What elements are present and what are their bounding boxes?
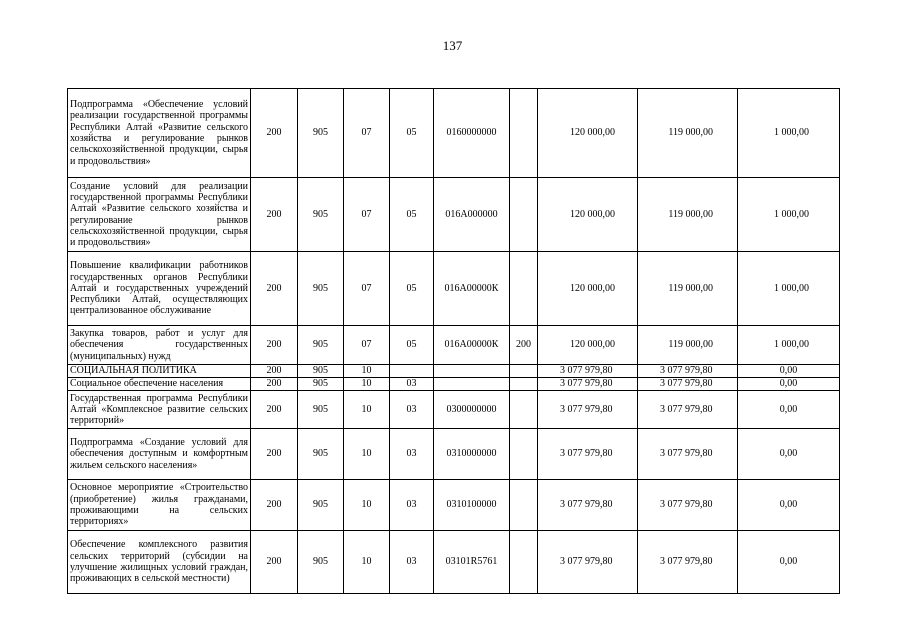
cell-amount: 3 077 979,80 [538, 391, 638, 429]
row-name: Подпрограмма «Обеспечение условий реализации государственной программы Республики Алтай «Развитие сельского хозяйства и регулирование рынков сельскохозяйственной продукции, сырья и продовольствия» [68, 89, 251, 178]
cell-code: 03 [390, 429, 434, 480]
cell-amount: 3 077 979,80 [538, 480, 638, 531]
cell-amount: 3 077 979,80 [638, 391, 738, 429]
cell-code: 905 [298, 531, 344, 594]
cell-amount: 3 077 979,80 [638, 531, 738, 594]
cell-amount: 119 000,00 [638, 89, 738, 178]
cell-code: 07 [344, 89, 390, 178]
cell-code: 200 [251, 326, 298, 365]
cell-amount: 1 000,00 [738, 252, 840, 326]
cell-code: 905 [298, 178, 344, 252]
budget-table [67, 88, 840, 594]
cell-code: 200 [251, 89, 298, 178]
cell-code: 07 [344, 178, 390, 252]
cell-amount: 3 077 979,80 [638, 378, 738, 391]
cell-code: 200 [251, 365, 298, 378]
page-number: 137 [442, 38, 463, 53]
cell-code: 07 [344, 252, 390, 326]
table-row [68, 365, 840, 378]
cell-amount: 0,00 [738, 429, 840, 480]
cell-code [510, 378, 538, 391]
cell-amount: 1 000,00 [738, 89, 840, 178]
cell-amount: 0,00 [738, 365, 840, 378]
cell-amount: 120 000,00 [538, 178, 638, 252]
table-row [68, 480, 840, 531]
cell-code: 905 [298, 480, 344, 531]
table-row [68, 252, 840, 326]
cell-code [510, 480, 538, 531]
cell-code [510, 178, 538, 252]
cell-code: 10 [344, 378, 390, 391]
cell-code: 016А000000 [434, 178, 510, 252]
cell-code: 03101R5761 [434, 531, 510, 594]
table-row [68, 326, 840, 365]
table-row [68, 89, 840, 178]
cell-amount: 0,00 [738, 531, 840, 594]
cell-code: 05 [390, 326, 434, 365]
cell-code: 016А00000К [434, 252, 510, 326]
cell-amount: 120 000,00 [538, 326, 638, 365]
cell-code: 0310100000 [434, 480, 510, 531]
cell-code: 905 [298, 89, 344, 178]
cell-amount: 3 077 979,80 [638, 365, 738, 378]
cell-code: 07 [344, 326, 390, 365]
cell-code [510, 252, 538, 326]
cell-code: 905 [298, 252, 344, 326]
cell-code: 200 [251, 429, 298, 480]
cell-code: 905 [298, 429, 344, 480]
row-name: Подпрограмма «Создание условий для обеспечения доступным и комфортным жильем сельского населения» [68, 429, 251, 480]
cell-code [510, 429, 538, 480]
cell-code: 03 [390, 480, 434, 531]
cell-code: 10 [344, 531, 390, 594]
row-name: Обеспечение комплексного развития сельских территорий (субсидии на улучшение жилищных условий граждан, проживающих в сельской местности) [68, 531, 251, 594]
cell-code: 05 [390, 178, 434, 252]
cell-amount: 3 077 979,80 [638, 480, 738, 531]
row-name: Создание условий для реализации государственной программы Республики Алтай «Развитие сельского хозяйства и регулирование рынков сельскохозяйственной продукции, сырья и продовольствия» [68, 178, 251, 252]
cell-code: 0160000000 [434, 89, 510, 178]
cell-code: 200 [251, 252, 298, 326]
cell-code: 0300000000 [434, 391, 510, 429]
cell-code: 905 [298, 378, 344, 391]
cell-code: 03 [390, 378, 434, 391]
cell-amount: 119 000,00 [638, 326, 738, 365]
cell-code: 905 [298, 365, 344, 378]
cell-code: 03 [390, 391, 434, 429]
cell-amount: 3 077 979,80 [638, 429, 738, 480]
cell-code: 10 [344, 365, 390, 378]
cell-code: 10 [344, 429, 390, 480]
row-name: Закупка товаров, работ и услуг для обеспечения государственных (муниципальных) нужд [68, 326, 251, 365]
cell-code: 05 [390, 252, 434, 326]
cell-amount: 0,00 [738, 378, 840, 391]
cell-code: 200 [251, 391, 298, 429]
row-name: СОЦИАЛЬНАЯ ПОЛИТИКА [68, 365, 251, 378]
cell-code: 200 [251, 480, 298, 531]
table-row [68, 378, 840, 391]
cell-amount: 120 000,00 [538, 252, 638, 326]
cell-code: 905 [298, 391, 344, 429]
cell-code [510, 531, 538, 594]
cell-amount: 3 077 979,80 [538, 378, 638, 391]
cell-code: 03 [390, 531, 434, 594]
cell-code: 200 [510, 326, 538, 365]
cell-code: 0310000000 [434, 429, 510, 480]
cell-code [510, 365, 538, 378]
cell-code [510, 391, 538, 429]
cell-code [434, 365, 510, 378]
row-name: Основное мероприятие «Строительство (приобретение) жилья гражданами, проживающими на сельских территориях» [68, 480, 251, 531]
cell-code: 200 [251, 178, 298, 252]
cell-amount: 3 077 979,80 [538, 365, 638, 378]
cell-amount: 119 000,00 [638, 252, 738, 326]
table-row [68, 429, 840, 480]
cell-amount: 0,00 [738, 480, 840, 531]
row-name: Социальное обеспечение населения [68, 378, 251, 391]
cell-code: 10 [344, 480, 390, 531]
cell-code [390, 365, 434, 378]
cell-code: 200 [251, 531, 298, 594]
cell-amount: 1 000,00 [738, 178, 840, 252]
cell-amount: 120 000,00 [538, 89, 638, 178]
cell-code: 10 [344, 391, 390, 429]
cell-amount: 3 077 979,80 [538, 429, 638, 480]
cell-code: 016А00000К [434, 326, 510, 365]
row-name: Государственная программа Республики Алтай «Комплексное развитие сельских территорий» [68, 391, 251, 429]
cell-code [510, 89, 538, 178]
cell-amount: 3 077 979,80 [538, 531, 638, 594]
table-row [68, 178, 840, 252]
cell-amount: 119 000,00 [638, 178, 738, 252]
cell-code [434, 378, 510, 391]
cell-code: 05 [390, 89, 434, 178]
table-row [68, 531, 840, 594]
cell-code: 200 [251, 378, 298, 391]
table-row [68, 391, 840, 429]
cell-amount: 1 000,00 [738, 326, 840, 365]
cell-amount: 0,00 [738, 391, 840, 429]
row-name: Повышение квалификации работников государственных органов Республики Алтай и государственных учреждений Республики Алтай, осуществляющих централизованное обслуживание [68, 252, 251, 326]
cell-code: 905 [298, 326, 344, 365]
